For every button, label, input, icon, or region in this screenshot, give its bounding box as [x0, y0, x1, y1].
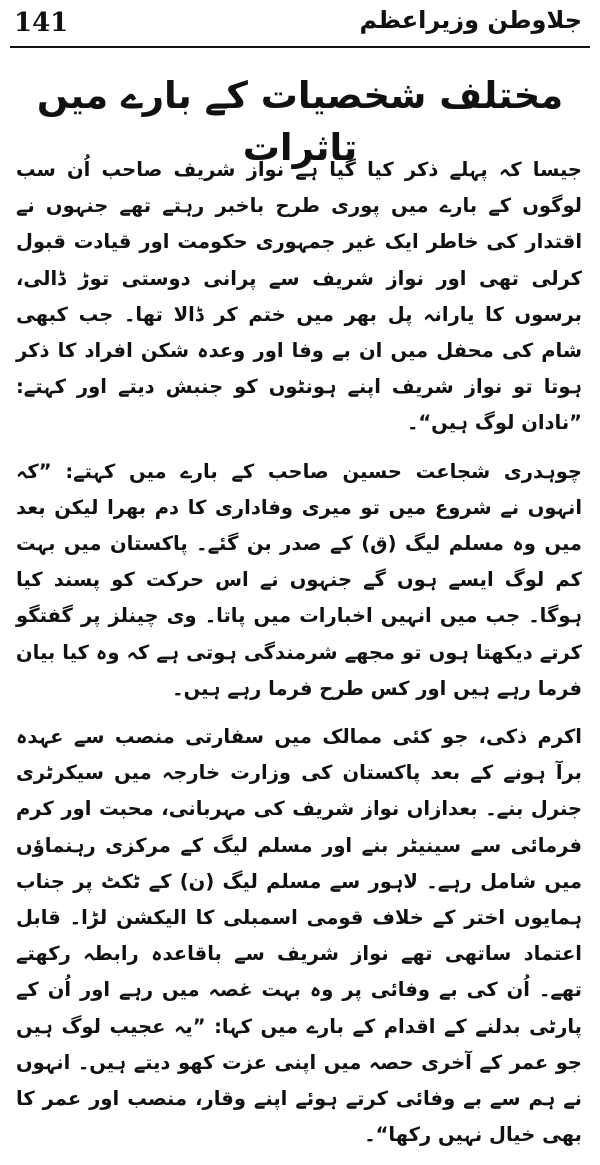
paragraph-3: اکرم ذکی، جو کئی ممالک میں سفارتی منصب سے عہدہ برآ ہونے کے بعد پاکستان کی وزارت خارجہ میں سیکرٹری جنرل بنے۔ بعدازاں نواز شریف کی مہربانی، محبت اور کرم فرمائی سے سینیٹر بنے اور مسلم لیگ کے مرکزی رہنماؤں میں شامل رہے۔ لاہور سے مسلم لیگ (ن) کے ٹکٹ پر جناب ہمایوں اختر کے خلاف قومی اسمبلی کا الیکشن لڑا۔ قابل اعتماد ساتھی تھے نواز شریف سے باقاعدہ رابطہ رکھتے تھے۔ اُن کی بے وفائی پر وہ بہت غصہ میں رہے اور اُن کے پارٹی بدلنے کے اقدام کے بارے میں کہا: ”یہ عجیب لوگ ہیں جو عمر کے آخری حصہ میں اپنی عزت کھو دیتے ہیں۔ انہوں نے ہم سے بے وفائی کرتے ہوئے اپنے وقار، منصب اور عمر کا بھی خیال نہیں رکھا“۔ [16, 725, 582, 1147]
body-text [16, 152, 582, 1165]
running-book-title: جلاوطن وزیراعظم [359, 6, 582, 34]
paragraph-1: جیسا کہ پہلے ذکر کیا گیا ہے نواز شریف صاحب اُن سب لوگوں کے بارے میں پوری طرح باخبر رہتے تھے جنہوں نے اقتدار کی خاطر ایک غیر جمہوری حکومت اور قیادت قبول کرلی تھی اور نواز شریف سے پرانی دوستی توڑ ڈالی، برسوں کا یارانہ پل بھر میں ختم کر ڈالا تھا۔ جب کبھی شام کی محفل میں ان بے وفا اور وعدہ شکن افراد کا ذکر ہوتا تو نواز شریف اپنے ہونٹوں کو جنبش دیتے اور کہتے: ”نادان لوگ ہیں“۔ [16, 158, 582, 435]
paragraph-2: چوہدری شجاعت حسین صاحب کے بارے میں کہتے: ”کہ انہوں نے شروع میں تو میری وفاداری کا دم بھرا لیکن بعد میں وہ مسلم لیگ (ق) کے صدر بن گئے۔ پاکستان میں بہت کم لوگ ایسے ہوں گے جنہوں نے اس حرکت کو پسند کیا ہوگا۔ جب میں انہیں اخبارات میں پاتا۔ وی چینلز پر گفتگو کرتے دیکھتا ہوں تو مجھے شرمندگی ہوتی ہے کہ وہ کیا بیان فرما رہے ہیں اور کس طرح فرما رہے ہیں۔ [16, 459, 582, 700]
chapter-title: مختلف شخصیات کے بارے میں تاثرات [36, 74, 564, 169]
page-number: 141 [14, 8, 69, 38]
header-divider [10, 46, 590, 48]
